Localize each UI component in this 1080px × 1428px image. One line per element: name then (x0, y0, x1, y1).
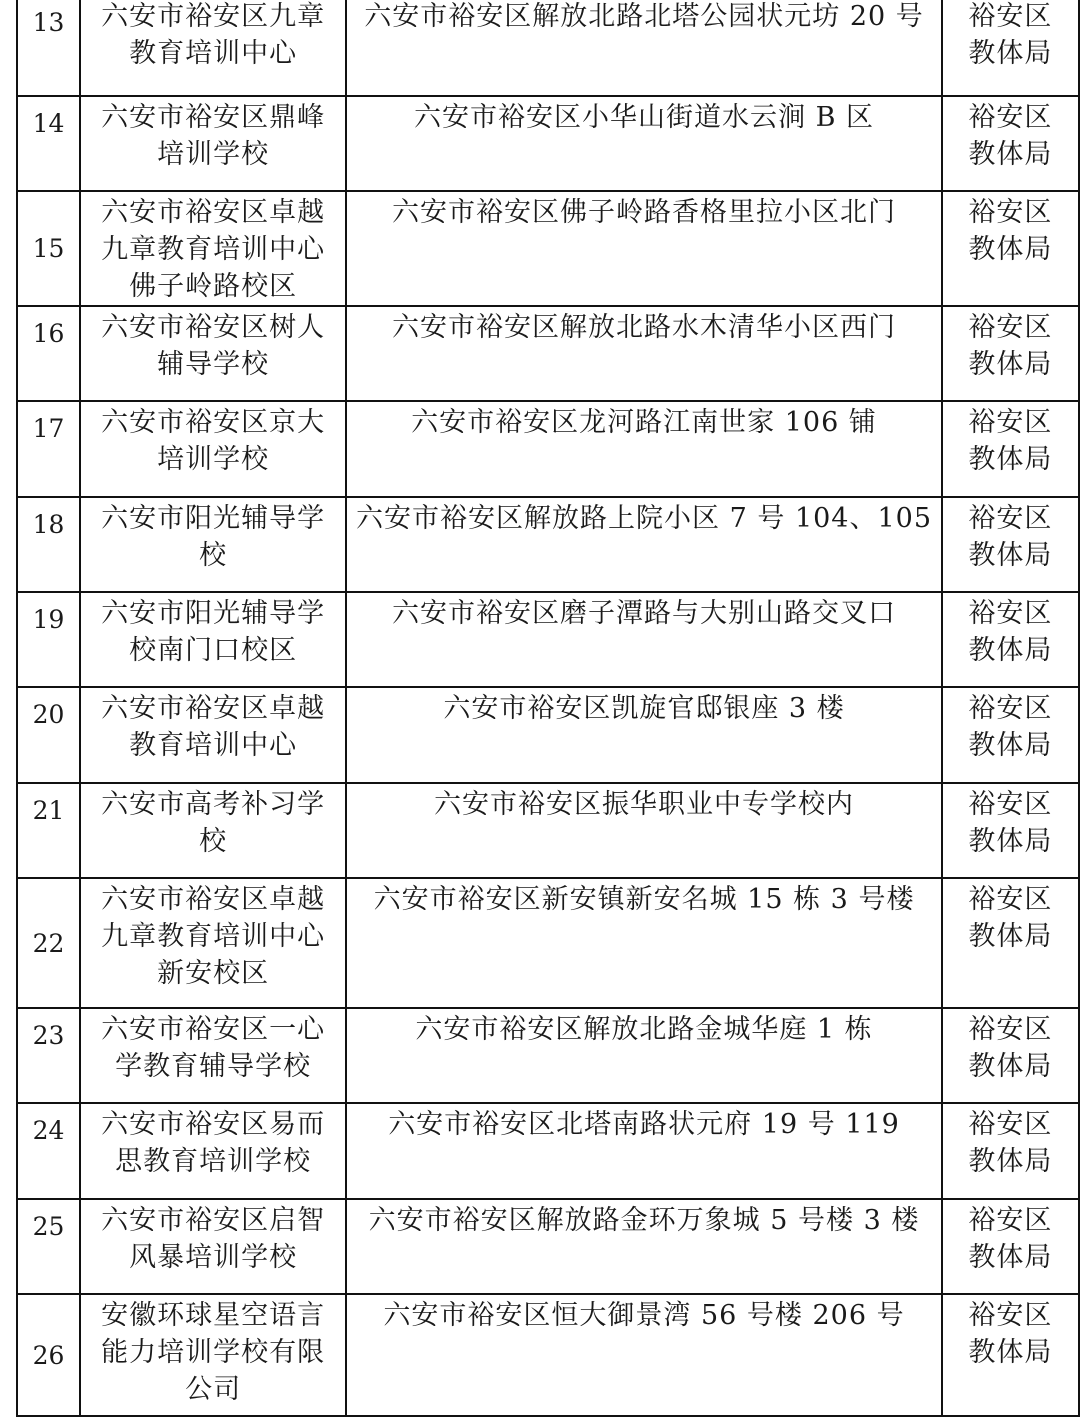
supervising-department-line: 裕安区 (968, 884, 1053, 915)
table-row (17, 191, 1079, 306)
institution-name-line: 六安市裕安区京大 (101, 407, 326, 438)
institution-name-line: 六安市裕安区卓越 (101, 693, 326, 724)
institution-name-line: 六安市高考补习学 (101, 789, 326, 820)
table-row (17, 497, 1079, 592)
institution-name-line: 教育培训中心 (129, 38, 298, 69)
institution-name-line: 六安市裕安区一心 (101, 1014, 326, 1045)
supervising-department (942, 878, 1079, 1008)
supervising-department-line: 教体局 (968, 1337, 1053, 1368)
supervising-department-line: 裕安区 (968, 102, 1053, 133)
table-row (17, 592, 1079, 687)
institution-name-line: 六安市阳光辅导学 (101, 503, 326, 534)
institution-address-text: 六安市裕安区解放北路金城华庭 1 栋 (415, 1014, 873, 1045)
row-number: 17 (17, 401, 80, 497)
institution-name-line: 六安市裕安区启智 (101, 1205, 326, 1236)
institution-name-line: 九章教育培训中心 (101, 921, 326, 952)
institution-address-text: 六安市裕安区振华职业中专学校内 (434, 789, 855, 820)
institution-address (346, 1008, 942, 1103)
institution-name (80, 96, 346, 191)
institution-name-line: 佛子岭路校区 (129, 271, 298, 302)
table-row (17, 1103, 1079, 1199)
supervising-department-line: 教体局 (968, 1242, 1053, 1273)
institution-address (346, 1199, 942, 1294)
institution-address (346, 1294, 942, 1416)
supervising-department-line: 裕安区 (968, 1300, 1053, 1331)
institution-address-text: 六安市裕安区解放路上院小区 7 号 104、105 (356, 503, 933, 534)
institution-name-line: 校南门口校区 (129, 635, 298, 666)
supervising-department-line: 裕安区 (968, 503, 1053, 534)
institution-name (80, 1199, 346, 1294)
supervising-department (942, 1103, 1079, 1199)
supervising-department-line: 教体局 (968, 444, 1053, 475)
supervising-department (942, 401, 1079, 497)
supervising-department-line: 教体局 (968, 826, 1053, 857)
supervising-department-line: 裕安区 (968, 598, 1053, 629)
supervising-department-line: 裕安区 (968, 197, 1053, 228)
institution-name-line: 辅导学校 (157, 349, 270, 380)
institution-name (80, 878, 346, 1008)
institution-name (80, 306, 346, 401)
supervising-department-line: 裕安区 (968, 312, 1053, 343)
institution-address (346, 191, 942, 306)
institution-address (346, 401, 942, 497)
supervising-department-line: 教体局 (968, 540, 1053, 571)
supervising-department-line: 裕安区 (968, 407, 1053, 438)
supervising-department (942, 497, 1079, 592)
row-number: 15 (17, 191, 80, 306)
supervising-department-line: 教体局 (968, 730, 1053, 761)
institution-name (80, 401, 346, 497)
institution-name-line: 安徽环球星空语言 (101, 1300, 326, 1331)
institution-name-line: 教育培训中心 (129, 730, 298, 761)
supervising-department (942, 783, 1079, 878)
institution-name (80, 1294, 346, 1416)
supervising-department (942, 1294, 1079, 1416)
supervising-department (942, 306, 1079, 401)
supervising-department-line: 裕安区 (968, 1109, 1053, 1140)
institution-address-text: 六安市裕安区新安镇新安名城 15 栋 3 号楼 (373, 884, 915, 915)
supervising-department (942, 1199, 1079, 1294)
institution-name-line: 六安市裕安区树人 (101, 312, 326, 343)
row-number: 13 (17, 0, 80, 96)
institution-address-text: 六安市裕安区解放路金环万象城 5 号楼 3 楼 (368, 1205, 920, 1236)
institution-name-line: 六安市裕安区卓越 (101, 197, 326, 228)
supervising-department (942, 0, 1079, 96)
institution-name (80, 687, 346, 783)
institution-address-text: 六安市裕安区磨子潭路与大别山路交叉口 (392, 598, 897, 629)
supervising-department (942, 592, 1079, 687)
table-row (17, 401, 1079, 497)
supervising-department-line: 裕安区 (968, 1205, 1053, 1236)
institution-name-line: 学教育辅导学校 (115, 1051, 312, 1082)
institution-name-line: 公司 (185, 1374, 242, 1405)
institution-name-line: 九章教育培训中心 (101, 234, 326, 265)
institution-address (346, 0, 942, 96)
institution-name (80, 0, 346, 96)
row-number: 23 (17, 1008, 80, 1103)
row-number: 26 (17, 1294, 80, 1416)
institution-name-line: 六安市裕安区卓越 (101, 884, 326, 915)
supervising-department-line: 教体局 (968, 1146, 1053, 1177)
institution-address-text: 六安市裕安区解放北路水木清华小区西门 (392, 312, 897, 343)
institution-name-line: 培训学校 (157, 444, 270, 475)
row-number: 25 (17, 1199, 80, 1294)
institution-address-text: 六安市裕安区佛子岭路香格里拉小区北门 (392, 197, 897, 228)
supervising-department-line: 裕安区 (968, 1014, 1053, 1045)
institution-address (346, 306, 942, 401)
institution-address (346, 783, 942, 878)
supervising-department-line: 教体局 (968, 921, 1053, 952)
table-row (17, 96, 1079, 191)
supervising-department-line: 教体局 (968, 1051, 1053, 1082)
institution-name-line: 六安市阳光辅导学 (101, 598, 326, 629)
institution-address (346, 878, 942, 1008)
row-number: 14 (17, 96, 80, 191)
row-number: 22 (17, 878, 80, 1008)
institution-name-line: 校 (199, 826, 228, 857)
institution-name-line: 校 (199, 540, 228, 571)
row-number: 16 (17, 306, 80, 401)
table-row (17, 878, 1079, 1008)
institution-address-text: 六安市裕安区北塔南路状元府 19 号 119 (388, 1109, 900, 1140)
institution-address-text: 六安市裕安区小华山街道水云涧 B 区 (414, 102, 875, 133)
supervising-department (942, 1008, 1079, 1103)
supervising-department-line: 裕安区 (968, 693, 1053, 724)
row-number: 24 (17, 1103, 80, 1199)
supervising-department (942, 96, 1079, 191)
institution-table (16, 0, 1080, 1417)
institution-name (80, 1103, 346, 1199)
table-row (17, 1294, 1079, 1416)
supervising-department-line: 裕安区 (968, 789, 1053, 820)
supervising-department-line: 教体局 (968, 38, 1053, 69)
institution-name-line: 六安市裕安区易而 (101, 1109, 326, 1140)
institution-address (346, 592, 942, 687)
supervising-department-line: 教体局 (968, 139, 1053, 170)
institution-table-body (17, 0, 1079, 1416)
supervising-department-line: 教体局 (968, 635, 1053, 666)
supervising-department (942, 687, 1079, 783)
row-number: 20 (17, 687, 80, 783)
institution-name (80, 592, 346, 687)
supervising-department-line: 教体局 (968, 234, 1053, 265)
institution-name-line: 风暴培训学校 (129, 1242, 298, 1273)
table-row (17, 687, 1079, 783)
institution-name-line: 思教育培训学校 (115, 1146, 312, 1177)
institution-name-line: 新安校区 (157, 958, 270, 989)
table-row (17, 1199, 1079, 1294)
institution-name-line: 六安市裕安区九章 (101, 1, 326, 32)
table-row (17, 1008, 1079, 1103)
institution-name (80, 191, 346, 306)
row-number: 21 (17, 783, 80, 878)
supervising-department-line: 教体局 (968, 349, 1053, 380)
institution-name (80, 497, 346, 592)
institution-address-text: 六安市裕安区龙河路江南世家 106 铺 (411, 407, 877, 438)
institution-address (346, 497, 942, 592)
institution-address (346, 1103, 942, 1199)
table-row (17, 783, 1079, 878)
supervising-department-line: 裕安区 (968, 1, 1053, 32)
row-number: 19 (17, 592, 80, 687)
table-row (17, 306, 1079, 401)
supervising-department (942, 191, 1079, 306)
institution-address (346, 687, 942, 783)
institution-address-text: 六安市裕安区恒大御景湾 56 号楼 206 号 (383, 1300, 905, 1331)
row-number: 18 (17, 497, 80, 592)
institution-name (80, 1008, 346, 1103)
institution-name-line: 六安市裕安区鼎峰 (101, 102, 326, 133)
institution-address-text: 六安市裕安区凯旋官邸银座 3 楼 (443, 693, 845, 724)
table-row (17, 0, 1079, 96)
institution-name-line: 培训学校 (157, 139, 270, 170)
institution-address (346, 96, 942, 191)
institution-name-line: 能力培训学校有限 (101, 1337, 326, 1368)
institution-name (80, 783, 346, 878)
institution-address-text: 六安市裕安区解放北路北塔公园状元坊 20 号 (364, 1, 924, 32)
